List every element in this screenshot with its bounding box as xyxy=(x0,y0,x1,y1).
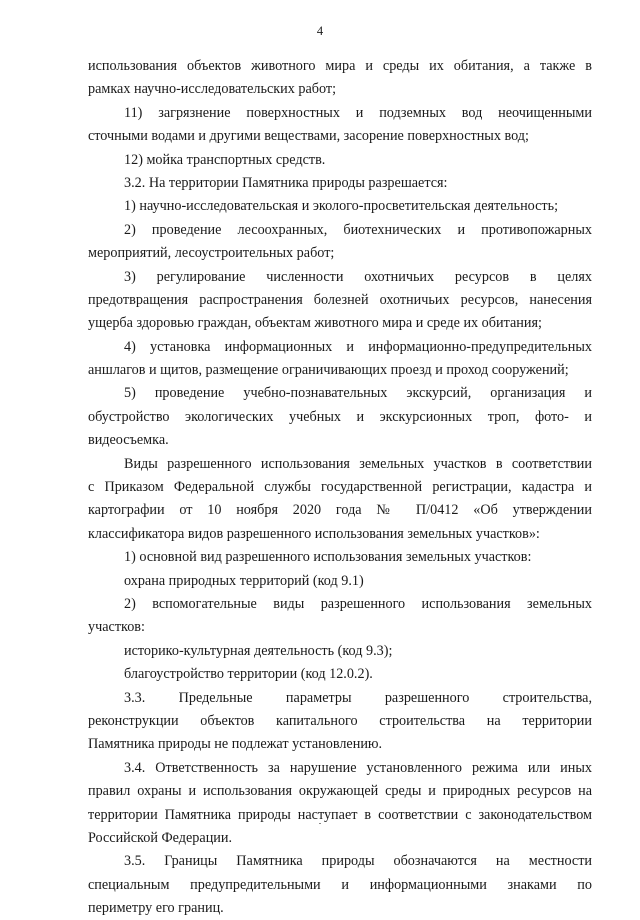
text-line: 3.3. Предельные параметры разрешенного строительства, xyxy=(124,689,592,706)
text-line: 1) основной вид разрешенного использования земельных участков: xyxy=(124,549,532,566)
text-line: мероприятий, лесоустроительных работ; xyxy=(88,245,335,262)
text-line: Российской Федерации. xyxy=(88,829,233,846)
text-line: 1) научно-исследовательская и эколого-просветительская деятельность; xyxy=(124,198,559,215)
text-line: с Приказом Федеральной службы государственной регистрации, кадастра и xyxy=(88,479,592,496)
text-line: рамках научно-исследовательских работ; xyxy=(88,81,337,98)
text-line: ущерба здоровью граждан, объектам животного мира и среде их обитания; xyxy=(88,315,542,332)
text-line: 11) загрязнение поверхностных и подземных вод неочищенными xyxy=(124,104,592,121)
text-line: территории Памятника природы наступает в соответствии с законодательством xyxy=(88,806,592,823)
text-line: специальным предупредительными и информационными знаками по xyxy=(88,876,592,893)
text-line: видеосъемка. xyxy=(88,432,169,449)
text-line: периметру его границ. xyxy=(88,900,224,917)
text-line: Памятника природы не подлежат установлению. xyxy=(88,736,383,753)
text-line: 2) вспомогательные виды разрешенного использования земельных xyxy=(124,595,592,612)
text-line: классификатора видов разрешенного использования земельных участков»: xyxy=(88,525,540,542)
text-line: участков: xyxy=(88,619,145,636)
text-line: 5) проведение учебно-познавательных экскурсий, организация и xyxy=(124,385,592,402)
text-line: 4) установка информационных и информационно-предупредительных xyxy=(124,338,592,355)
scan-speck xyxy=(319,823,321,824)
text-line: правил охраны и использования окружающей среды и природных ресурсов на xyxy=(88,783,592,800)
text-line: благоустройство территории (код 12.0.2). xyxy=(124,666,373,683)
text-line: 3.5. Границы Памятника природы обозначаются на местности xyxy=(124,853,592,870)
text-line: 12) мойка транспортных средств. xyxy=(124,151,326,168)
text-line: 3) регулирование численности охотничьих ресурсов в целях xyxy=(124,268,592,285)
text-line: 3.2. На территории Памятника природы разрешается: xyxy=(124,174,448,191)
text-line: 2) проведение лесоохранных, биотехнических и противопожарных xyxy=(124,221,592,238)
document-body xyxy=(88,55,592,920)
text-line: аншлагов и щитов, размещение ограничивающих проезд и проход сооружений; xyxy=(88,362,569,379)
text-line: Виды разрешенного использования земельных участков в соответствии xyxy=(124,455,592,472)
text-line: обустройство экологических учебных и экскурсионных троп, фото- и xyxy=(88,408,592,425)
text-line: картографии от 10 ноября 2020 года № П/0412 «Об утверждении xyxy=(88,502,592,519)
text-line: сточными водами и другими веществами, засорение поверхностных вод; xyxy=(88,128,529,145)
page-number: 4 xyxy=(316,24,324,38)
text-line: реконструкции объектов капитального строительства на территории xyxy=(88,712,592,729)
text-line: охрана природных территорий (код 9.1) xyxy=(124,572,364,589)
text-line: историко-культурная деятельность (код 9.3); xyxy=(124,642,393,659)
text-line: использования объектов животного мира и среды их обитания, а также в xyxy=(88,58,592,74)
text-line: предотвращения распространения болезней охотничьих ресурсов, нанесения xyxy=(88,291,592,308)
text-line: 3.4. Ответственность за нарушение установленного режима или иных xyxy=(124,759,592,776)
